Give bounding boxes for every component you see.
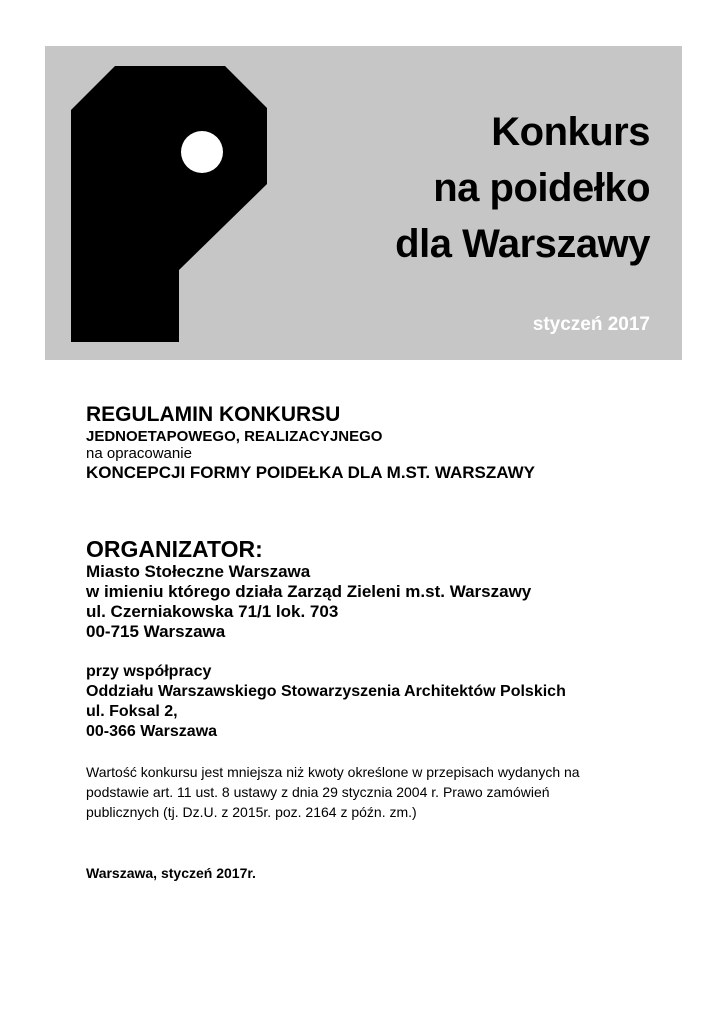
cooperation-block: [86, 662, 646, 742]
regulation-title: REGULAMIN KONKURSU: [86, 403, 341, 426]
cooperation-line: ul. Foksal 2,: [86, 703, 178, 720]
document-body: [86, 402, 646, 882]
organizer-line: 00-715 Warszawa: [86, 622, 226, 641]
organizer-address: [86, 562, 646, 642]
banner-date: styczeń 2017: [532, 314, 650, 335]
cooperation-line: 00-366 Warszawa: [86, 723, 218, 740]
banner-title-line-1: Konkurs: [491, 110, 650, 154]
letter-p-logo-icon: [71, 66, 267, 342]
cooperation-line: Oddziału Warszawskiego Stowarzyszenia Architektów Polskich: [86, 683, 566, 700]
banner-title-line-3: dla Warszawy: [395, 222, 650, 266]
place-and-date: Warszawa, styczeń 2017r.: [86, 865, 256, 881]
regulation-subtitle: JEDNOETAPOWEGO, REALIZACYJNEGO: [86, 428, 383, 445]
regulation-concept: KONCEPCJI FORMY POIDEŁKA DLA M.ST. WARSZAWY: [86, 463, 535, 482]
cooperation-line: przy współpracy: [86, 663, 212, 680]
logo-p-hole: [181, 131, 223, 173]
banner-title-line-2: na poidełko: [433, 166, 650, 210]
organizer-line: w imieniu którego działa Zarząd Zieleni m.st. Warszawy: [86, 582, 532, 601]
organizer-line: Miasto Stołeczne Warszawa: [86, 562, 311, 581]
logo-p-shape: [71, 66, 267, 342]
organizer-line: ul. Czerniakowska 71/1 lok. 703: [86, 602, 339, 621]
header-banner: [45, 46, 682, 360]
regulation-preposition: na opracowanie: [86, 445, 192, 462]
legal-note: Wartość konkursu jest mniejsza niż kwoty określone w przepisach wydanych na podstawie art. 11 ust. 8 ustawy z dnia 29 stycznia 2004 r. Prawo zamówień publicznych (tj. Dz.U. z 2015r. poz. 2164 z późn. zm.): [86, 764, 580, 820]
banner-title: [395, 104, 650, 272]
organizer-heading: ORGANIZATOR:: [86, 536, 263, 562]
